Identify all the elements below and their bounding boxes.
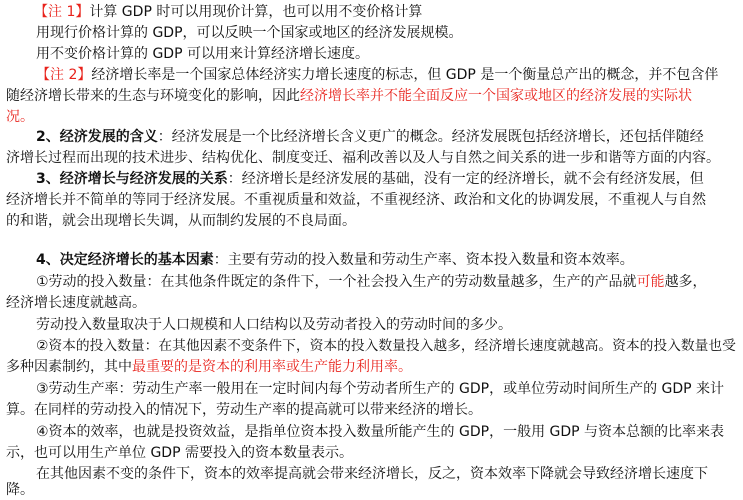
highlighted-text: 可能 [636, 274, 665, 290]
paragraph-line: ③劳动生产率：劳动生产率一般用在一定时间内每个劳动者所生产的 GDP，或单位劳动时间所生产的 GDP 来计 [36, 381, 725, 397]
paragraph-line [6, 357, 412, 377]
paragraph-line [36, 272, 707, 292]
paragraph-line: 济增长过程而出现的技术进步、结构优化、制度变迁、福利改善以及人与自然之间关系的进一步和谐等方面的内容。 [6, 150, 720, 166]
section-3-text: ：经济增长是经济发展的基础，没有一定的经济增长，就不会有经济发展，但 [227, 171, 704, 187]
highlighted-text: 经济增长率并不能全面反应一个国家或地区的经济发展的实际状 [300, 88, 692, 104]
paragraph-text: 多种因素制约，其中 [6, 359, 132, 375]
paragraph-line: 劳动投入数量取决于人口规模和人口结构以及劳动者投入的劳动时间的多少。 [36, 317, 512, 333]
note-2-label: 【注 2】 [36, 67, 92, 83]
paragraph-line: 用不变价格计算的 GDP 可以用来计算经济增长速度。 [36, 46, 369, 62]
section-3-heading: 3、经济增长与经济发展的关系 [36, 171, 228, 187]
note-1-text: 计算 GDP 时可以用现价计算，也可以用不变价格计算 [89, 4, 423, 20]
paragraph-line [6, 86, 692, 106]
paragraph-line: 示，也可以用生产单位 GDP 需要投入的资本数量表示。 [6, 445, 353, 461]
paragraph-text: ①劳动的投入数量：在其他条件既定的条件下，一个社会投入生产的劳动数量越多，生产的产品就 [36, 274, 637, 290]
paragraph-line: 用现行价格计算的 GDP，可以反映一个国家或地区的经济发展规模。 [36, 25, 463, 41]
paragraph-line: 的和谐，就会出现增长失调，从而制约发展的不良局面。 [6, 213, 356, 229]
highlighted-text: 最重要的是资本的利用率或生产能力利用率。 [132, 359, 412, 375]
note-1-line [34, 2, 422, 22]
paragraph-line: ④资本的效率，也就是投资效益，是指单位资本投入数量所能产生的 GDP，一般用 GDP 与资本总额的比率来表 [36, 424, 725, 440]
section-2-line [36, 127, 704, 147]
paragraph-line: 经济增长速度就越高。 [6, 295, 146, 311]
section-3-line [36, 169, 704, 189]
section-2-text: ：经济发展是一个比经济增长含义更广的概念。经济发展既包括经济增长，还包括伴随经 [157, 129, 704, 145]
paragraph-line: 算。在同样的劳动投入的情况下，劳动生产率的提高就可以带来经济的增长。 [6, 402, 482, 418]
section-4-line [36, 250, 634, 270]
paragraph-line: 经济增长并不简单的等同于经济发展。不重视质量和效益，不重视经济、政治和文化的协调发展，不重视人与自然 [6, 192, 706, 208]
highlighted-text: 况。 [6, 109, 34, 125]
paragraph-text: 随经济增长带来的生态与环境变化的影响，因此 [6, 88, 300, 104]
note-1-label: 【注 1】 [34, 4, 90, 20]
note-2-text: 经济增长率是一个国家总体经济实力增长速度的标志，但 GDP 是一个衡量总产出的概念，并不包含伴 [91, 67, 719, 83]
paragraph-text: 越多， [664, 274, 707, 290]
paragraph-line: 在其他因素不变的条件下，资本的效率提高就会带来经济增长，反之，资本效率下降就会导致经济增长速度下 [36, 466, 708, 482]
section-2-heading: 2、经济发展的含义 [36, 129, 158, 145]
paragraph-line: 降。 [6, 482, 34, 498]
section-4-text: ：主要有劳动的投入数量和劳动生产率、资本投入数量和资本效率。 [213, 252, 634, 268]
paragraph-line: ②资本的投入数量：在其他因素不变条件下，资本的投入数量投入越多，经济增长速度就越高。资本的投入数量也受 [36, 338, 736, 354]
note-2-line [36, 65, 718, 85]
section-4-heading: 4、决定经济增长的基本因素 [36, 252, 214, 268]
